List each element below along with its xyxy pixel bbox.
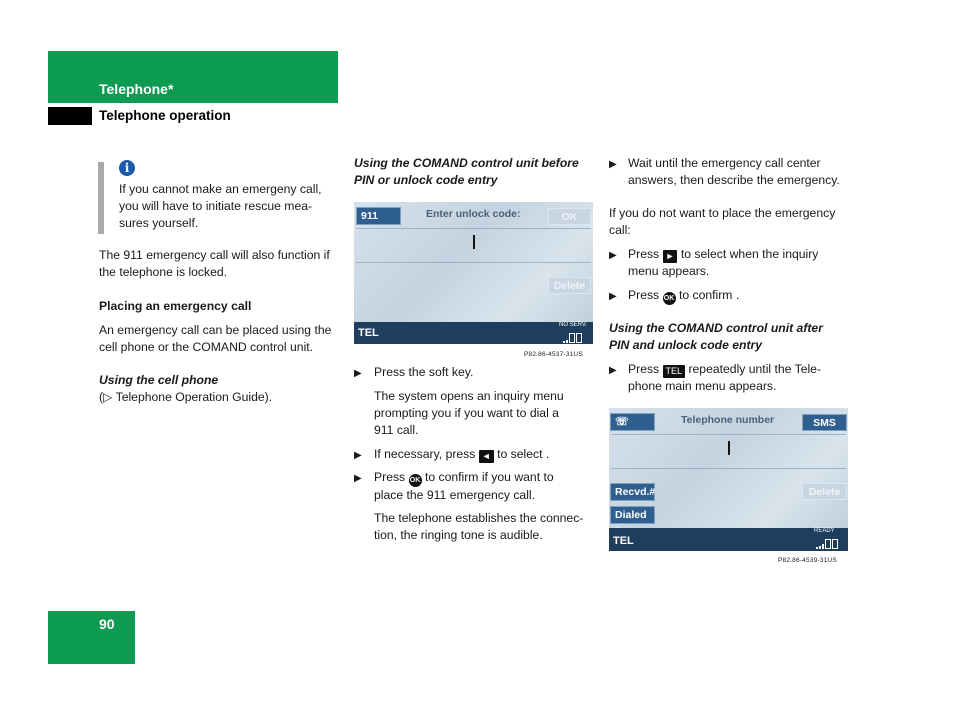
step-text: Wait until the emergency call center	[628, 156, 821, 170]
step-confirm	[374, 469, 554, 504]
signal-icon	[815, 537, 838, 547]
status-text: READY	[814, 528, 835, 534]
bullet-icon: ▶	[354, 368, 362, 379]
paragraph-locked	[99, 247, 330, 281]
delete-button[interactable]: Delete	[802, 483, 847, 500]
text-line: An emergency call can be placed using the	[99, 323, 332, 337]
text-line: cell phone or the COMAND control unit.	[99, 340, 314, 354]
info-text	[119, 181, 322, 232]
soft-key-ok[interactable]: OK	[548, 208, 591, 225]
figure-caption: P82.86-4539-31US	[778, 557, 837, 564]
step-text: to select .	[497, 447, 550, 461]
step-text: If necessary, press	[374, 447, 476, 461]
text-line: tion, the ringing tone is audible.	[374, 528, 543, 542]
step-text: answers, then describe the emergency.	[628, 173, 840, 187]
heading-line: Using the COMAND control unit before	[354, 156, 579, 170]
step-text: place the 911 emergency call.	[374, 488, 536, 502]
phone-menu-button[interactable]	[610, 413, 655, 431]
heading-line: PIN and unlock code entry	[609, 338, 763, 352]
info-bar	[98, 162, 104, 234]
right-arrow-key-icon: ►	[663, 250, 678, 263]
bullet-icon: ▶	[354, 450, 362, 461]
left-arrow-key-icon: ◄	[479, 450, 494, 463]
step-press-tel	[628, 361, 821, 395]
text-cursor	[473, 235, 475, 249]
step-text: to select when the inquiry	[680, 247, 819, 261]
step-text: repeatedly until the Tele-	[688, 362, 822, 376]
section-title: Telephone*	[99, 81, 174, 97]
tel-key-icon: TEL	[663, 365, 686, 378]
step-confirm-no	[628, 287, 739, 305]
step-text: Press	[628, 362, 660, 376]
text-line: 911 call.	[374, 423, 419, 437]
cross-reference: (▷ Telephone Operation Guide).	[99, 390, 273, 404]
step-press-softkey	[354, 364, 362, 382]
ok-key-icon: OK	[663, 292, 676, 305]
soft-key-delete[interactable]: Delete	[548, 277, 591, 294]
step-select	[374, 446, 549, 463]
status-text: NO SERV.	[559, 322, 588, 328]
step-wait	[628, 155, 840, 189]
text-line: The system opens an inquiry menu	[374, 389, 564, 403]
dialed-calls-button[interactable]: Dialed	[610, 506, 655, 524]
screen-title: Telephone number	[681, 414, 775, 426]
text-cursor	[728, 441, 730, 455]
paragraph-not-place	[609, 205, 835, 239]
text-line: call:	[609, 223, 631, 237]
heading-after-pin	[609, 320, 823, 354]
info-line: you will have to initiate rescue mea-	[119, 199, 313, 213]
step-text: Press	[374, 470, 406, 484]
subsection-title: Telephone operation	[99, 108, 231, 123]
status-bar	[354, 322, 593, 344]
step-text: to confirm if you want to	[424, 470, 554, 484]
text-line: prompting you if you want to dial a	[374, 406, 559, 420]
heading-cell-phone: Using the cell phone	[99, 373, 219, 387]
text-line: The telephone establishes the connec-	[374, 511, 584, 525]
received-calls-button[interactable]: Recvd.#	[610, 483, 655, 501]
info-icon: i	[119, 160, 135, 176]
heading-line: Using the COMAND control unit after	[609, 321, 823, 335]
step-text: to confirm .	[678, 288, 740, 302]
step-select-right	[628, 246, 818, 280]
text-line: the telephone is locked.	[99, 265, 228, 279]
heading-line: PIN or unlock code entry	[354, 173, 498, 187]
text-line: If you do not want to place the emergency	[609, 206, 836, 220]
screen-divider	[611, 468, 846, 469]
paragraph-inquiry	[374, 388, 564, 439]
bullet-icon: ▶	[609, 365, 617, 376]
figure-caption: P82.86-4537-31US	[524, 351, 583, 358]
comand-screen-telephone	[609, 408, 848, 551]
bullet-icon: ▶	[354, 473, 362, 484]
status-label: TEL	[613, 535, 634, 547]
comand-screen-unlock	[354, 202, 593, 344]
signal-icon	[562, 331, 582, 341]
screen-title: Enter unlock code:	[426, 208, 521, 220]
status-label: TEL	[358, 327, 379, 339]
info-line: If you cannot make an emergeny call,	[119, 182, 322, 196]
screen-divider	[611, 434, 846, 435]
step-text: Press	[628, 247, 660, 261]
page-number: 90	[99, 616, 115, 632]
soft-key-911[interactable]: 911	[356, 207, 401, 225]
screen-divider	[356, 228, 591, 229]
text-line: The 911 emergency call will also function if	[99, 248, 330, 262]
bullet-icon: ▶	[609, 159, 617, 170]
heading-before-pin	[354, 155, 579, 189]
status-bar	[609, 528, 848, 551]
heading-placing-call: Placing an emergency call	[99, 299, 252, 313]
paragraph-placing-call	[99, 322, 331, 356]
phone-icon: ☏	[615, 416, 629, 428]
bullet-icon: ▶	[609, 291, 617, 302]
step-text: Press	[628, 288, 660, 302]
page-number-box	[48, 611, 135, 664]
header-band	[48, 51, 338, 103]
ok-key-icon: OK	[409, 474, 422, 487]
step-text: phone main menu appears.	[628, 379, 777, 393]
step-text: Press the soft key.	[374, 365, 474, 379]
info-line: sures yourself.	[119, 216, 199, 230]
bullet-icon: ▶	[609, 250, 617, 261]
sms-button[interactable]: SMS	[802, 414, 847, 431]
screen-divider	[356, 262, 591, 263]
step-text: menu appears.	[628, 264, 710, 278]
header-marker	[48, 107, 92, 125]
paragraph-connection	[374, 510, 583, 544]
